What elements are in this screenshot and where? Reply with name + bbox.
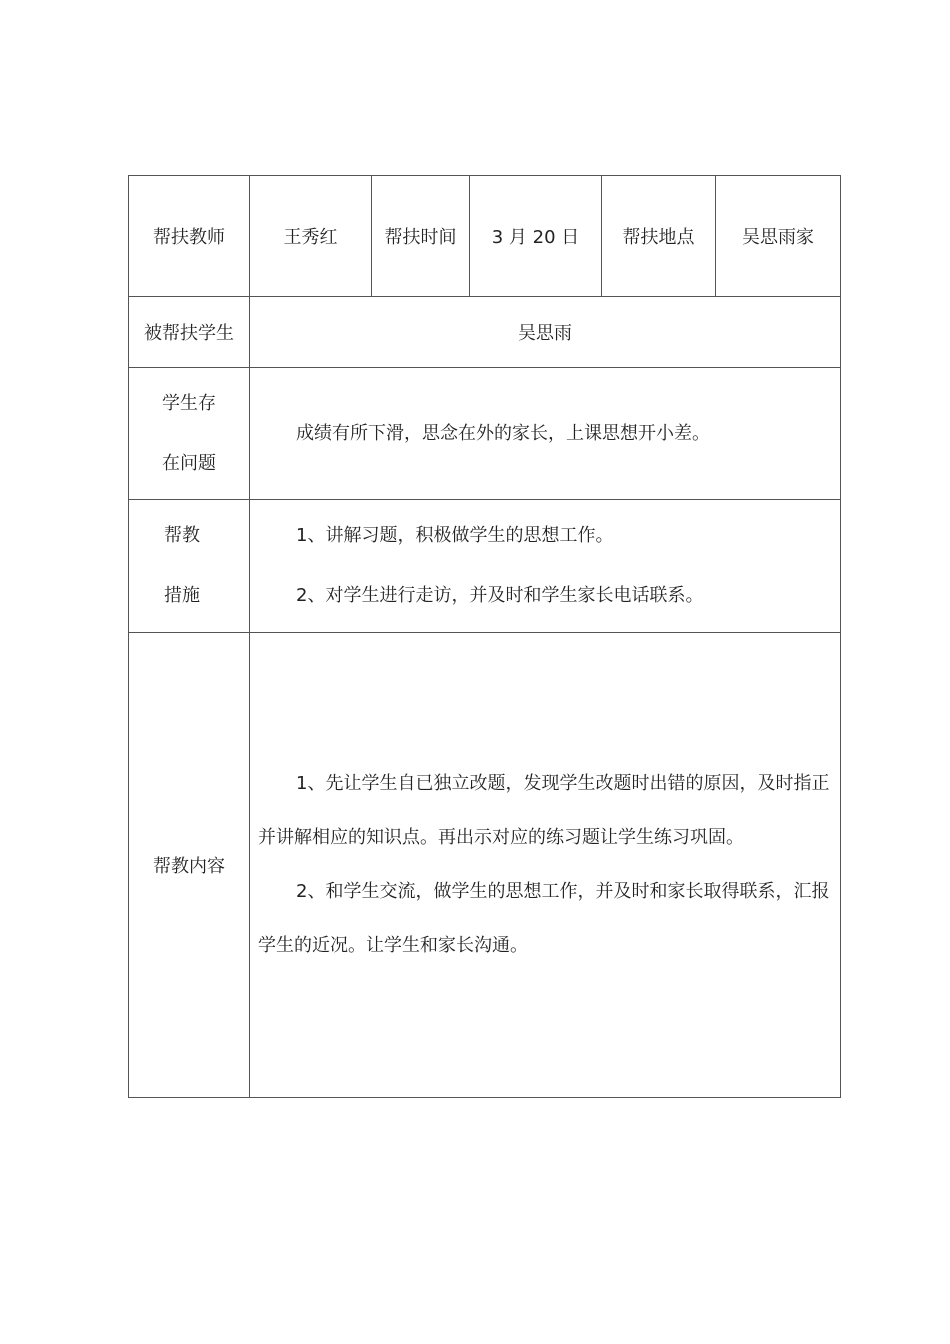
student-value: 吴思雨: [250, 297, 841, 368]
problems-text: 成绩有所下滑，思念在外的家长，上课思想开小差。: [296, 422, 710, 444]
measures-label-line2: 措施: [164, 585, 200, 606]
content-row: [129, 633, 841, 1098]
problems-label-line2: 在问题: [162, 452, 216, 474]
student-row: [129, 297, 841, 368]
measures-text-cell: [250, 500, 841, 633]
content-paragraph: 1、先让学生自已独立改题，发现学生改题时出错的原因，及时指正并讲解相应的知识点。再出示对应的练习题让学生练习巩固。: [258, 773, 830, 848]
time-label: 帮扶时间: [372, 176, 470, 297]
teacher-label: 帮扶教师: [129, 176, 250, 297]
time-value: 3 月 20 日: [470, 176, 602, 297]
header-row: [129, 176, 841, 297]
measures-item: 1、讲解习题，积极做学生的思想工作。: [296, 525, 614, 546]
content-label: 帮教内容: [129, 633, 250, 1098]
measures-row: [129, 500, 841, 633]
student-label: 被帮扶学生: [129, 297, 250, 368]
measures-item: 2、对学生进行走访，并及时和学生家长电话联系。: [296, 585, 704, 606]
measures-label: [129, 500, 250, 633]
content-text-cell: [250, 633, 841, 1098]
teacher-value: 王秀红: [250, 176, 372, 297]
problems-text-cell: [250, 368, 841, 500]
place-value: 吴思雨家: [716, 176, 841, 297]
measures-label-line1: 帮教: [164, 525, 200, 546]
problems-label-line1: 学生存: [162, 392, 216, 414]
content-paragraph: 2、和学生交流，做学生的思想工作，并及时和家长取得联系，汇报学生的近况。让学生和家长沟通。: [258, 881, 830, 956]
place-label: 帮扶地点: [602, 176, 716, 297]
assistance-record-table: [128, 175, 841, 1098]
problems-row: [129, 368, 841, 500]
problems-label: [129, 368, 250, 500]
